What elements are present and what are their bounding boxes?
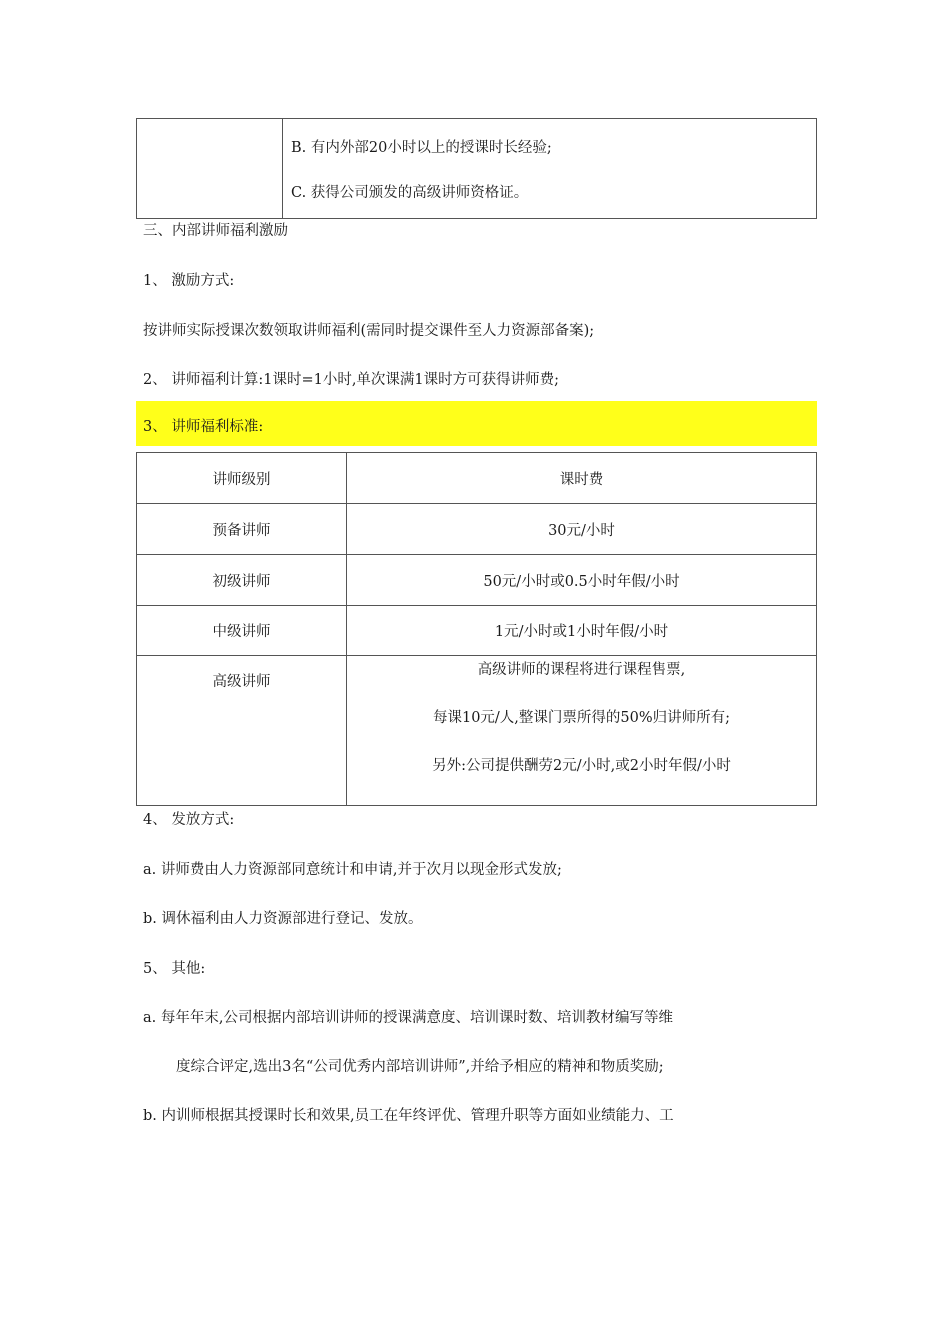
item1-text: 按讲师实际授课次数领取讲师福利(需同时提交课件至人力资源部备案); (143, 323, 595, 339)
qualification-line-c: C. 获得公司颁发的高级讲师资格证。 (291, 184, 529, 201)
level-cell: 初级讲师 (137, 555, 347, 606)
item2-text: 2、 讲师福利计算:1课时=1小时,单次课满1课时方可获得讲师费; (143, 372, 560, 388)
qualification-line-b: B. 有内外部20小时以上的授课时长经验; (291, 139, 552, 156)
item1-title: 1、 激励方式: (143, 273, 235, 289)
section5-item-a-line1: a. 每年年末,公司根据内部培训讲师的授课满意度、培训课时数、培训教材编写等维 (143, 1010, 673, 1026)
section5-item-b-line1: b. 内训师根据其授课时长和效果,员工在年终评优、管理升职等方面如业绩能力、工 (143, 1108, 674, 1124)
table-row (137, 656, 817, 806)
table-row (137, 504, 817, 555)
table-row (137, 555, 817, 606)
fee-cell (347, 656, 817, 806)
header-fee: 课时费 (347, 453, 817, 504)
section4-title: 4、 发放方式: (143, 812, 235, 828)
qualification-cell (283, 119, 817, 219)
table-row (137, 606, 817, 656)
fee-cell: 30元/小时 (347, 504, 817, 555)
section4-item-a: a. 讲师费由人力资源部同意统计和申请,并于次月以现金形式发放; (143, 862, 562, 878)
level-cell: 高级讲师 (137, 656, 347, 806)
section5-item-a-line2: 度综合评定,选出3名“公司优秀内部培训讲师”,并给予相应的精神和物质奖励; (176, 1059, 664, 1075)
table-header-row (137, 453, 817, 504)
fee-cell: 1元/小时或1小时年假/小时 (347, 606, 817, 656)
item3-title: 3、 讲师福利标准: (143, 419, 264, 435)
fee-table (136, 452, 817, 806)
section-heading: 三、内部讲师福利激励 (143, 223, 288, 239)
section5-title: 5、 其他: (143, 961, 206, 977)
qualification-table (136, 118, 817, 219)
header-level: 讲师级别 (137, 453, 347, 504)
level-cell: 中级讲师 (137, 606, 347, 656)
fee-cell: 50元/小时或0.5小时年假/小时 (347, 555, 817, 606)
empty-cell (137, 119, 283, 219)
section4-item-b: b. 调休福利由人力资源部进行登记、发放。 (143, 911, 423, 927)
fee-line: 每课10元/人,整课门票所得的50%归讲师所有; (432, 710, 731, 726)
fee-line: 高级讲师的课程将进行课程售票, (477, 662, 686, 678)
level-cell: 预备讲师 (137, 504, 347, 555)
fee-line: 另外:公司提供酬劳2元/小时,或2小时年假/小时 (432, 758, 731, 774)
